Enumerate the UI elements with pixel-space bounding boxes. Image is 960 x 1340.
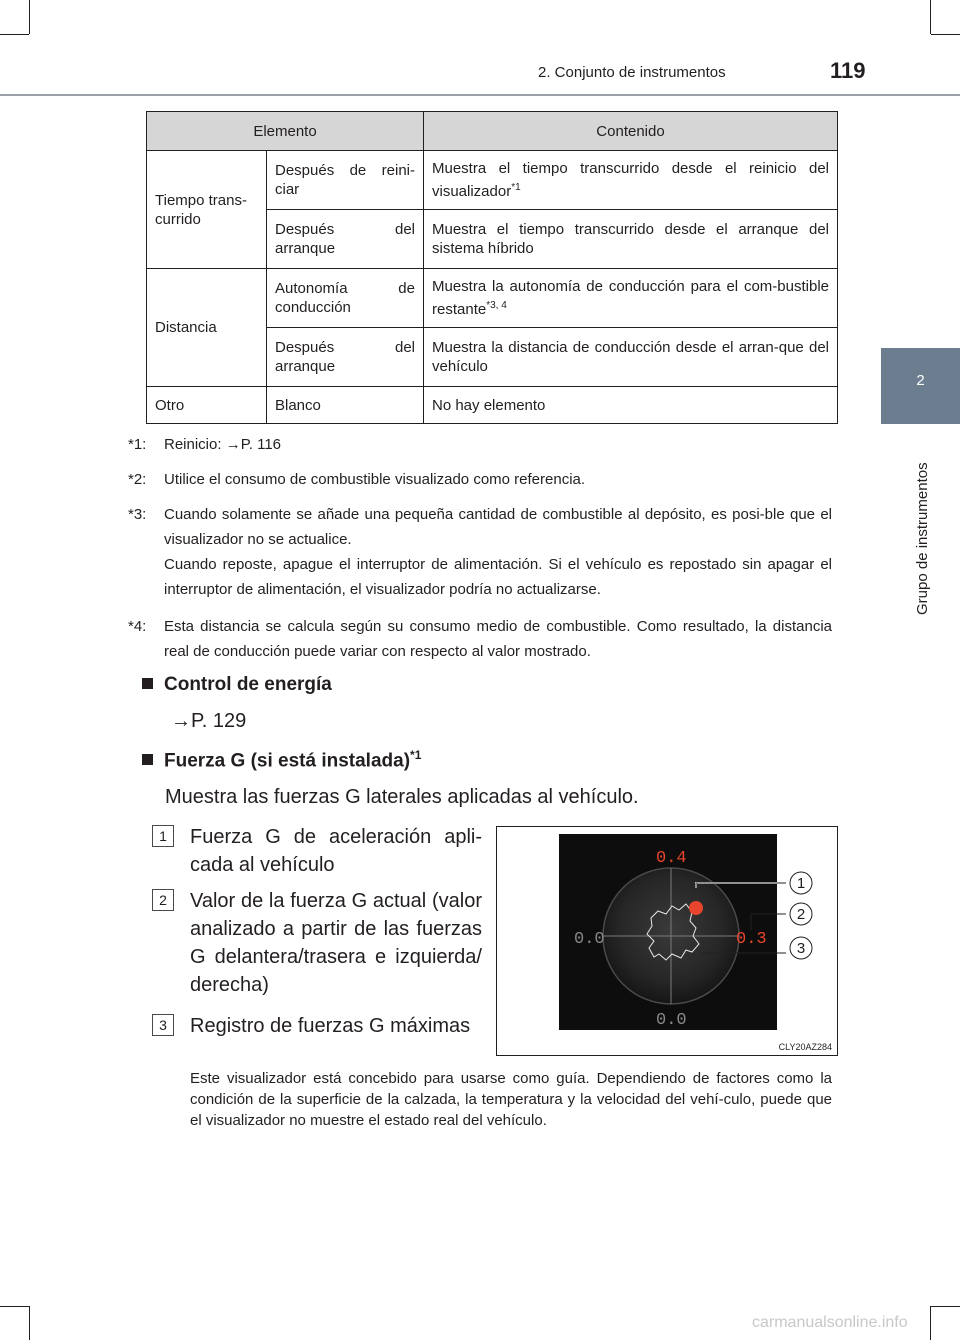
crop-mark [930, 0, 931, 34]
footnote-mark: *2: [128, 471, 147, 488]
figure-code: CLY20AZ284 [778, 1042, 832, 1052]
callout-number: 3 [796, 940, 806, 957]
square-bullet-icon [142, 754, 153, 765]
chapter-number: 2 [916, 372, 925, 389]
label-top: 0.4 [656, 849, 687, 868]
content-text: Muestra la distancia de conducción desde el arran-que del vehículo [432, 339, 829, 375]
watermark: carmanualsonline.info [752, 1314, 908, 1331]
sub-label: Después de reini- ciar [275, 162, 415, 198]
gforce-intro: Muestra las fuerzas G laterales aplicadas al vehículo. [165, 786, 639, 808]
sub-cell [267, 269, 424, 328]
footnote-ref: *1 [410, 748, 422, 762]
section-title-control-energia [142, 674, 332, 696]
crop-mark [931, 1306, 960, 1307]
chapter-label: Grupo de instrumentos [914, 462, 931, 615]
group-label: Otro [155, 396, 185, 414]
crop-mark [29, 1306, 30, 1340]
list-item [152, 823, 482, 879]
sub-cell [267, 387, 424, 424]
footnote [128, 502, 832, 552]
label-bottom: 0.0 [656, 1011, 687, 1030]
table-row [147, 269, 838, 328]
crop-mark [930, 1306, 931, 1340]
footnote-text: Esta distancia se calcula según su consumo medio de combustible. Como resultado, la distancia real de conducción puede variar con respecto al valor mostrado. [164, 618, 832, 660]
group-label: Distancia [155, 319, 217, 336]
footnote-text: Cuando reposte, apague el interruptor de alimentación. Si el vehículo es repostado sin apagar el interruptor de alimentación, el visualizador podría no actualizarse. [164, 556, 832, 598]
cross-reference: →P. 129 [171, 710, 247, 732]
content-cell [424, 387, 838, 424]
header-rule [0, 94, 960, 96]
footnote-mark: *4: [128, 618, 147, 635]
content-cell [424, 151, 838, 210]
callout-number: 1 [796, 875, 806, 892]
section-title-text: Fuerza G (si está instalada) [164, 750, 411, 772]
footnote-ref: *3, 4 [486, 300, 507, 311]
list-item-text: Registro de fuerzas G máximas [190, 1015, 471, 1037]
callout-number: 2 [796, 906, 806, 923]
crop-mark [29, 0, 30, 34]
content-text: Muestra el tiempo transcurrido desde el arranque del sistema híbrido [432, 221, 829, 257]
elements-table [146, 111, 838, 424]
running-header: 2. Conjunto de instrumentos [538, 64, 726, 81]
header-cell-elemento: Elemento [147, 112, 424, 151]
list-item [152, 887, 482, 999]
sub-label: Autonomía de conducción [275, 280, 415, 316]
footnote [128, 432, 832, 457]
page-number: 119 [830, 58, 866, 83]
footnote-text: Reinicio: →P. 116 [164, 436, 282, 453]
footnote-ref: *1 [511, 182, 521, 193]
gforce-display-figure [496, 826, 838, 1056]
gforce-current-dot [689, 901, 703, 915]
sub-cell [267, 328, 424, 387]
number-badge: 1 [152, 825, 174, 847]
usage-note: Este visualizador está concebido para usarse como guía. Dependiendo de factores como la condición de la superficie de la calzada, la temperatura y la velocidad del vehí-culo, puede que el visualizador no muestre el estado real del vehículo. [190, 1070, 832, 1129]
sub-label: Después del arranque [275, 339, 415, 375]
list-item-text: Valor de la fuerza G actual (valor analizado a partir de las fuerzas G delantera/trasera e izquierda/ derecha) [190, 890, 482, 996]
table-header-row [147, 112, 838, 151]
crop-mark [0, 1306, 29, 1307]
table-row [147, 151, 838, 210]
label-right: 0.3 [736, 930, 767, 949]
group-cell [147, 269, 267, 387]
footnote [128, 467, 832, 492]
content-text: Muestra el tiempo transcurrido desde el reinicio del visualizador [432, 160, 829, 200]
number-badge: 3 [152, 1014, 174, 1036]
content-cell [424, 328, 838, 387]
crop-mark [931, 34, 960, 35]
group-label: Tiempo trans- currido [155, 191, 247, 228]
section-title-fuerza-g [142, 748, 421, 772]
footnote-text: Utilice el consumo de combustible visualizado como referencia. [164, 471, 586, 488]
table-row [147, 387, 838, 424]
section-title-text: Control de energía [164, 674, 332, 695]
footnote-mark: *3: [128, 506, 147, 523]
footnote [128, 552, 832, 602]
content-cell [424, 269, 838, 328]
square-bullet-icon [142, 678, 153, 689]
header-cell-contenido: Contenido [424, 112, 838, 151]
sub-label: Después del arranque [275, 221, 415, 257]
footnote-text: Cuando solamente se añade una pequeña cantidad de combustible al depósito, es posi-ble que el visualizador no se actualice. [164, 506, 832, 548]
chapter-tab [881, 348, 960, 424]
sub-label: Blanco [275, 396, 321, 414]
label-left: 0.0 [574, 930, 605, 949]
number-badge: 2 [152, 889, 174, 911]
sub-cell [267, 151, 424, 210]
group-cell [147, 387, 267, 424]
sub-cell [267, 210, 424, 269]
footnote [128, 614, 832, 664]
content-text: Muestra la autonomía de conducción para el com-bustible restante [432, 278, 829, 318]
content-cell [424, 210, 838, 269]
group-cell [147, 151, 267, 269]
footnote-mark: *1: [128, 436, 147, 453]
list-item [152, 1012, 482, 1040]
content-text: No hay elemento [432, 396, 546, 414]
list-item-text: Fuerza G de aceleración apli-cada al vehículo [190, 826, 482, 876]
crop-mark [0, 34, 29, 35]
